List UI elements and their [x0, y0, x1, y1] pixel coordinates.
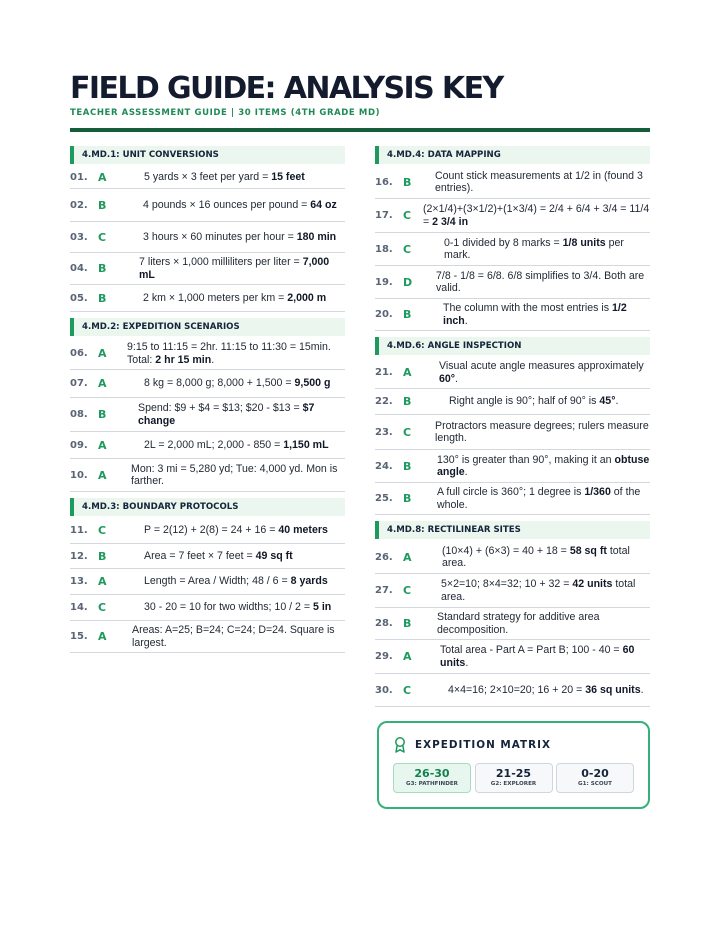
award-ribbon-icon: [393, 736, 407, 754]
answer-letter: A: [98, 377, 107, 390]
item-number: 25.: [375, 493, 393, 504]
tier-range: 21-25: [495, 767, 532, 780]
answer-row: [375, 450, 650, 483]
section-heading: 4.MD.6: ANGLE INSPECTION: [375, 337, 650, 355]
answer-letter: A: [98, 468, 107, 482]
section-expedition-scenarios: [70, 318, 345, 492]
section-heading: 4.MD.1: UNIT CONVERSIONS: [70, 146, 345, 164]
answer-letter: C: [403, 584, 412, 597]
answer-row: [70, 253, 345, 285]
page-title: FIELD GUIDE: ANALYSIS KEY: [70, 71, 503, 106]
tier-pathfinder: [393, 763, 471, 793]
explanation: Total area - Part A = Part B; 100 - 40 = 60 units.: [440, 644, 635, 669]
answer-letter: B: [98, 262, 107, 275]
answer-letter: C: [98, 524, 107, 537]
item-number: 26.: [375, 551, 393, 563]
answer-row: [375, 299, 650, 331]
answer-letter: A: [98, 575, 107, 588]
tier-range: 26-30: [414, 767, 450, 780]
answer-letter: B: [98, 549, 107, 563]
tier-explorer: [475, 763, 553, 793]
explanation: 2L = 2,000 mL; 2,000 - 850 = 1,150 mL: [144, 438, 329, 451]
item-number: 09.: [70, 439, 88, 451]
answer-row: [375, 233, 650, 266]
explanation: The column with the most entries is 1/2 inch.: [443, 302, 627, 327]
answer-letter: A: [403, 650, 412, 663]
explanation: Right angle is 90°; half of 90° is 45°.: [449, 395, 619, 408]
item-number: 05.: [70, 292, 88, 304]
answer-row: [375, 166, 650, 199]
item-number: 16.: [375, 176, 393, 188]
answer-letter: C: [98, 230, 107, 244]
answer-row: [70, 621, 345, 653]
item-number: 14.: [70, 602, 88, 613]
tier-label: G1: SCOUT: [578, 781, 612, 787]
answer-letter: B: [403, 459, 412, 473]
tier-scout: [556, 763, 634, 793]
header-divider: [70, 128, 650, 132]
answer-row: [70, 166, 345, 189]
answer-row: [70, 222, 345, 253]
explanation: 130° is greater than 90°, making it an obtuse angle.: [437, 453, 650, 478]
answer-letter: B: [98, 291, 107, 305]
explanation: 7 liters × 1,000 milliliters per liter = 7,000 mL: [139, 256, 330, 281]
answer-row: [375, 389, 650, 415]
answer-row: [375, 608, 650, 640]
answer-letter: D: [403, 275, 413, 289]
explanation: Length = Area / Width; 48 / 6 = 8 yards: [144, 575, 328, 588]
answer-row: [375, 266, 650, 299]
expedition-matrix: [377, 721, 650, 809]
answer-letter: C: [403, 425, 412, 439]
explanation: Protractors measure degrees; rulers measure length.: [435, 419, 649, 444]
item-number: 02.: [70, 199, 88, 211]
section-heading: 4.MD.8: RECTILINEAR SITES: [375, 521, 650, 539]
answer-letter: A: [403, 366, 412, 379]
answer-letter: A: [98, 630, 107, 643]
answer-row: [70, 595, 345, 621]
explanation: Area = 7 feet × 7 feet = 49 sq ft: [144, 549, 293, 562]
answer-letter: A: [98, 170, 107, 184]
item-number: 01.: [70, 171, 88, 183]
explanation: 9:15 to 11:15 = 2hr. 11:15 to 11:30 = 15min. Total: 2 hr 15 min.: [127, 341, 331, 366]
left-column: [70, 146, 345, 809]
answer-letter: C: [98, 601, 107, 614]
explanation: 0-1 divided by 8 marks = 1/8 units per mark.: [444, 236, 624, 261]
answer-letter: C: [403, 209, 412, 222]
explanation: Areas: A=25; B=24; C=24; D=24. Square is largest.: [132, 624, 335, 649]
answer-row: [70, 459, 345, 492]
item-number: 23.: [375, 426, 393, 438]
item-number: 20.: [375, 309, 393, 320]
item-number: 29.: [375, 651, 393, 662]
item-number: 07.: [70, 378, 88, 389]
answer-row: [70, 398, 345, 432]
explanation: Count stick measurements at 1/2 in (found 3 entries).: [435, 169, 643, 194]
answer-row: [375, 574, 650, 608]
item-number: 28.: [375, 618, 393, 629]
answer-row: [70, 189, 345, 222]
item-number: 13.: [70, 576, 88, 587]
explanation: P = 2(12) + 2(8) = 24 + 16 = 40 meters: [144, 524, 328, 537]
explanation: A full circle is 360°; 1 degree is 1/360 of the whole.: [437, 486, 641, 511]
item-number: 06.: [70, 348, 88, 359]
explanation: 4×4=16; 2×10=20; 16 + 20 = 36 sq units.: [448, 683, 644, 696]
section-rectilinear-sites: [375, 521, 650, 707]
answer-key-page: [70, 72, 650, 809]
explanation: 8 kg = 8,000 g; 8,000 + 1,500 = 9,500 g: [144, 377, 331, 390]
answer-letter: C: [403, 242, 412, 256]
answer-letter: B: [98, 198, 107, 212]
item-number: 04.: [70, 263, 88, 274]
item-number: 27.: [375, 585, 393, 596]
section-data-mapping: [375, 146, 650, 331]
item-number: 08.: [70, 409, 88, 420]
item-number: 18.: [375, 243, 393, 255]
answer-letter: C: [403, 683, 412, 697]
answer-row: [375, 541, 650, 574]
item-number: 17.: [375, 210, 393, 221]
answer-row: [70, 544, 345, 569]
answer-row: [70, 285, 345, 312]
answer-letter: B: [403, 395, 412, 408]
answer-row: [375, 640, 650, 674]
answer-letter: B: [403, 308, 412, 321]
explanation: 5×2=10; 8×4=32; 10 + 32 = 42 units total area.: [441, 578, 636, 603]
right-column: [375, 146, 650, 809]
explanation: 2 km × 1,000 meters per km = 2,000 m: [143, 291, 327, 304]
answer-row: [70, 569, 345, 595]
answer-row: [375, 357, 650, 389]
section-heading: 4.MD.2: EXPEDITION SCENARIOS: [70, 318, 345, 336]
answer-letter: A: [403, 550, 412, 564]
explanation: (10×4) + (6×3) = 40 + 18 = 58 sq ft total area.: [442, 544, 630, 569]
item-number: 19.: [375, 276, 393, 288]
explanation: 3 hours × 60 minutes per hour = 180 min: [143, 230, 337, 243]
item-number: 03.: [70, 231, 88, 243]
page-subtitle: TEACHER ASSESSMENT GUIDE | 30 ITEMS (4TH GRADE MD): [70, 108, 381, 118]
section-boundary-protocols: [70, 498, 345, 653]
answer-letter: B: [98, 408, 107, 421]
item-number: 24.: [375, 460, 393, 472]
answer-row: [70, 338, 345, 370]
item-number: 11.: [70, 525, 88, 536]
section-heading: 4.MD.4: DATA MAPPING: [375, 146, 650, 164]
answer-letter: A: [98, 438, 107, 452]
tier-range: 0-20: [581, 767, 609, 780]
section-angle-inspection: [375, 337, 650, 515]
explanation: 4 pounds × 16 ounces per pound = 64 oz: [143, 198, 337, 211]
tier-label: G3: PATHFINDER: [405, 781, 458, 787]
section-unit-conversions: [70, 146, 345, 312]
item-number: 22.: [375, 396, 393, 407]
explanation: (2×1/4)+(3×1/2)+(1×3/4) = 2/4 + 6/4 + 3/4 = 11/4 = 2 3/4 in: [423, 203, 650, 228]
answer-row: [70, 370, 345, 398]
answer-row: [375, 674, 650, 707]
answer-letter: B: [403, 492, 412, 505]
item-number: 15.: [70, 631, 88, 642]
answer-letter: A: [98, 347, 107, 360]
explanation: Spend: $9 + $4 = $13; $20 - $13 = $7 change: [138, 402, 315, 427]
answer-letter: B: [403, 617, 412, 630]
explanation: 30 - 20 = 10 for two widths; 10 / 2 = 5 in: [144, 601, 332, 614]
answer-row: [70, 432, 345, 459]
explanation: Standard strategy for additive area decomposition.: [437, 611, 600, 636]
explanation: 7/8 - 1/8 = 6/8. 6/8 simplifies to 3/4. Both are valid.: [436, 269, 645, 294]
item-number: 12.: [70, 550, 88, 562]
explanation: Mon: 3 mi = 5,280 yd; Tue: 4,000 yd. Mon is farther.: [131, 462, 338, 487]
answer-row: [375, 483, 650, 515]
item-number: 30.: [375, 684, 393, 696]
item-number: 21.: [375, 367, 393, 378]
explanation: 5 yards × 3 feet per yard = 15 feet: [144, 170, 305, 183]
tier-label: G2: EXPLORER: [490, 781, 537, 787]
answer-row: [375, 199, 650, 233]
answer-row: [70, 518, 345, 544]
answer-letter: B: [403, 175, 412, 189]
explanation: Visual acute angle measures approximately 60°.: [439, 360, 644, 385]
matrix-title: EXPEDITION MATRIX: [415, 739, 551, 751]
section-heading: 4.MD.3: BOUNDARY PROTOCOLS: [70, 498, 345, 516]
answer-row: [375, 415, 650, 450]
item-number: 10.: [70, 469, 88, 481]
